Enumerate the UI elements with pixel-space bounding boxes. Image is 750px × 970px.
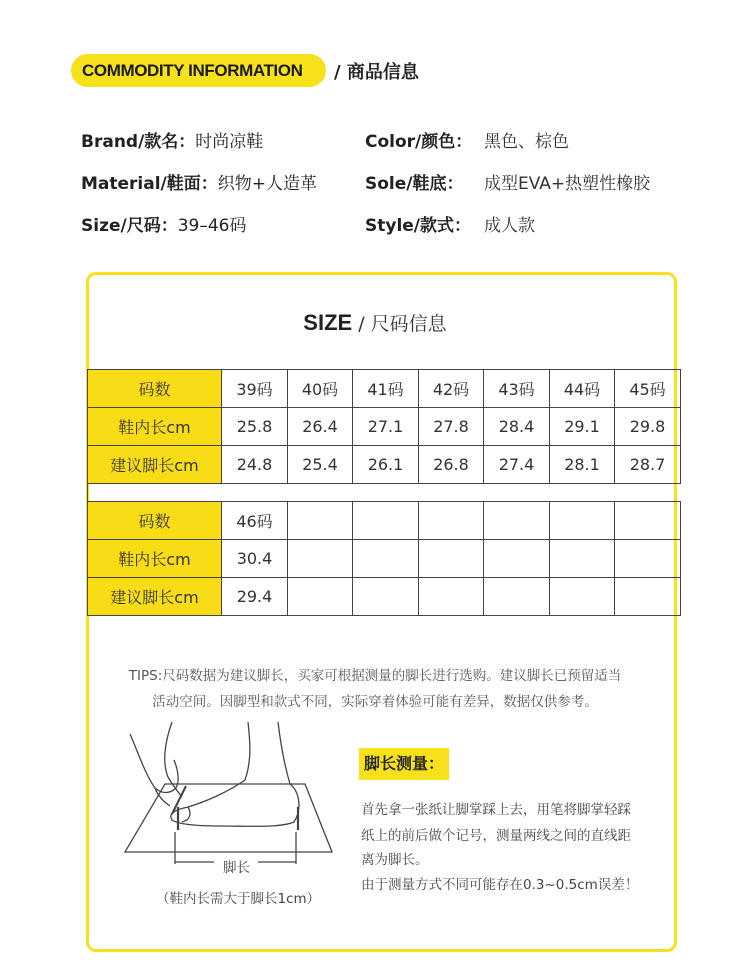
table-cell: 43码 (484, 370, 550, 408)
table-cell: 44码 (550, 370, 615, 408)
table-cell: 29.1 (550, 408, 615, 446)
table-cell (484, 578, 550, 616)
table-cell (288, 540, 353, 578)
table-cell: 27.4 (484, 446, 550, 484)
table-cell: 30.4 (222, 540, 288, 578)
hand-outline (165, 722, 182, 797)
table-cell: 26.1 (353, 446, 419, 484)
row-label: 码数 (88, 370, 222, 408)
table-cell (550, 578, 615, 616)
row-label: 鞋内长cm (88, 408, 222, 446)
size-table-1 (87, 369, 681, 484)
table-row (88, 578, 681, 616)
table-cell (615, 502, 681, 540)
table-cell: 40码 (288, 370, 353, 408)
table-cell: 42码 (419, 370, 484, 408)
table-cell (484, 502, 550, 540)
table-cell (550, 540, 615, 578)
table-cell (419, 540, 484, 578)
brand-label: Brand/款名：时尚凉鞋 (81, 132, 264, 152)
table-cell: 26.4 (288, 408, 353, 446)
table-cell: 27.1 (353, 408, 419, 446)
illustration-caption: （鞋内长需大于脚长1cm） (156, 891, 321, 907)
table-row (88, 446, 681, 484)
style-value: 成人款 (484, 216, 535, 236)
table-gap-border (87, 484, 88, 502)
size-label: Size/尺码：39–46码 (81, 216, 247, 236)
size-section-title: SIZE / 尺码信息 (303, 310, 447, 335)
table-cell: 29.8 (615, 408, 681, 446)
table-cell: 25.4 (288, 446, 353, 484)
table-cell: 45码 (615, 370, 681, 408)
foot-measure-illustration (110, 722, 345, 872)
table-row (88, 370, 681, 408)
measure-text-2: 纸上的前后做个记号，测量两线之间的直线距 (361, 828, 631, 844)
size-table-2 (87, 501, 681, 616)
measure-text-3: 离为脚长。 (361, 852, 429, 868)
table-cell (353, 502, 419, 540)
table-cell (419, 578, 484, 616)
table-row (88, 540, 681, 578)
table-cell: 28.4 (484, 408, 550, 446)
table-cell (353, 578, 419, 616)
color-label: Color/颜色： (365, 132, 473, 152)
table-cell (615, 540, 681, 578)
row-label: 鞋内长cm (88, 540, 222, 578)
table-cell: 41码 (353, 370, 419, 408)
header-subtitle: / 商品信息 (334, 62, 419, 83)
row-label: 建议脚长cm (88, 446, 222, 484)
table-cell (615, 578, 681, 616)
style-label: Style/款式： (365, 216, 472, 236)
row-label: 建议脚长cm (88, 578, 222, 616)
row-label: 码数 (88, 502, 222, 540)
tips-line-2: 活动空间。因脚型和款式不同，实际穿着体验可能有差异，数据仅供参考。 (152, 694, 598, 710)
measure-label: 脚长测量： (359, 748, 449, 780)
foot-length-label: 脚长 (223, 860, 250, 876)
table-cell (353, 540, 419, 578)
table-cell (550, 502, 615, 540)
table-cell: 46码 (222, 502, 288, 540)
measure-text-1: 首先拿一张纸让脚掌踩上去，用笔将脚掌轻踩 (361, 802, 631, 818)
paper-sheet (125, 784, 332, 852)
measure-text-4: 由于测量方式不同可能存在0.3~0.5cm误差！ (361, 877, 639, 893)
color-value: 黑色、棕色 (484, 132, 569, 152)
table-cell (419, 502, 484, 540)
table-cell: 28.7 (615, 446, 681, 484)
table-cell (288, 502, 353, 540)
table-cell: 29.4 (222, 578, 288, 616)
sole-value: 成型EVA+热塑性橡胶 (484, 174, 651, 194)
table-cell: 26.8 (419, 446, 484, 484)
table-cell: 25.8 (222, 408, 288, 446)
header-pill-text: COMMODITY INFORMATION (82, 61, 303, 80)
table-cell: 24.8 (222, 446, 288, 484)
tips-line-1: TIPS:尺码数据为建议脚长，买家可根据测量的脚长进行选购。建议脚长已预留适当 (128, 668, 622, 684)
table-cell (484, 540, 550, 578)
sole-label: Sole/鞋底： (365, 174, 464, 194)
table-cell: 39码 (222, 370, 288, 408)
table-cell: 27.8 (419, 408, 484, 446)
table-cell: 28.1 (550, 446, 615, 484)
material-label: Material/鞋面：织物+人造革 (81, 174, 318, 194)
table-row (88, 408, 681, 446)
table-row (88, 502, 681, 540)
table-cell (288, 578, 353, 616)
